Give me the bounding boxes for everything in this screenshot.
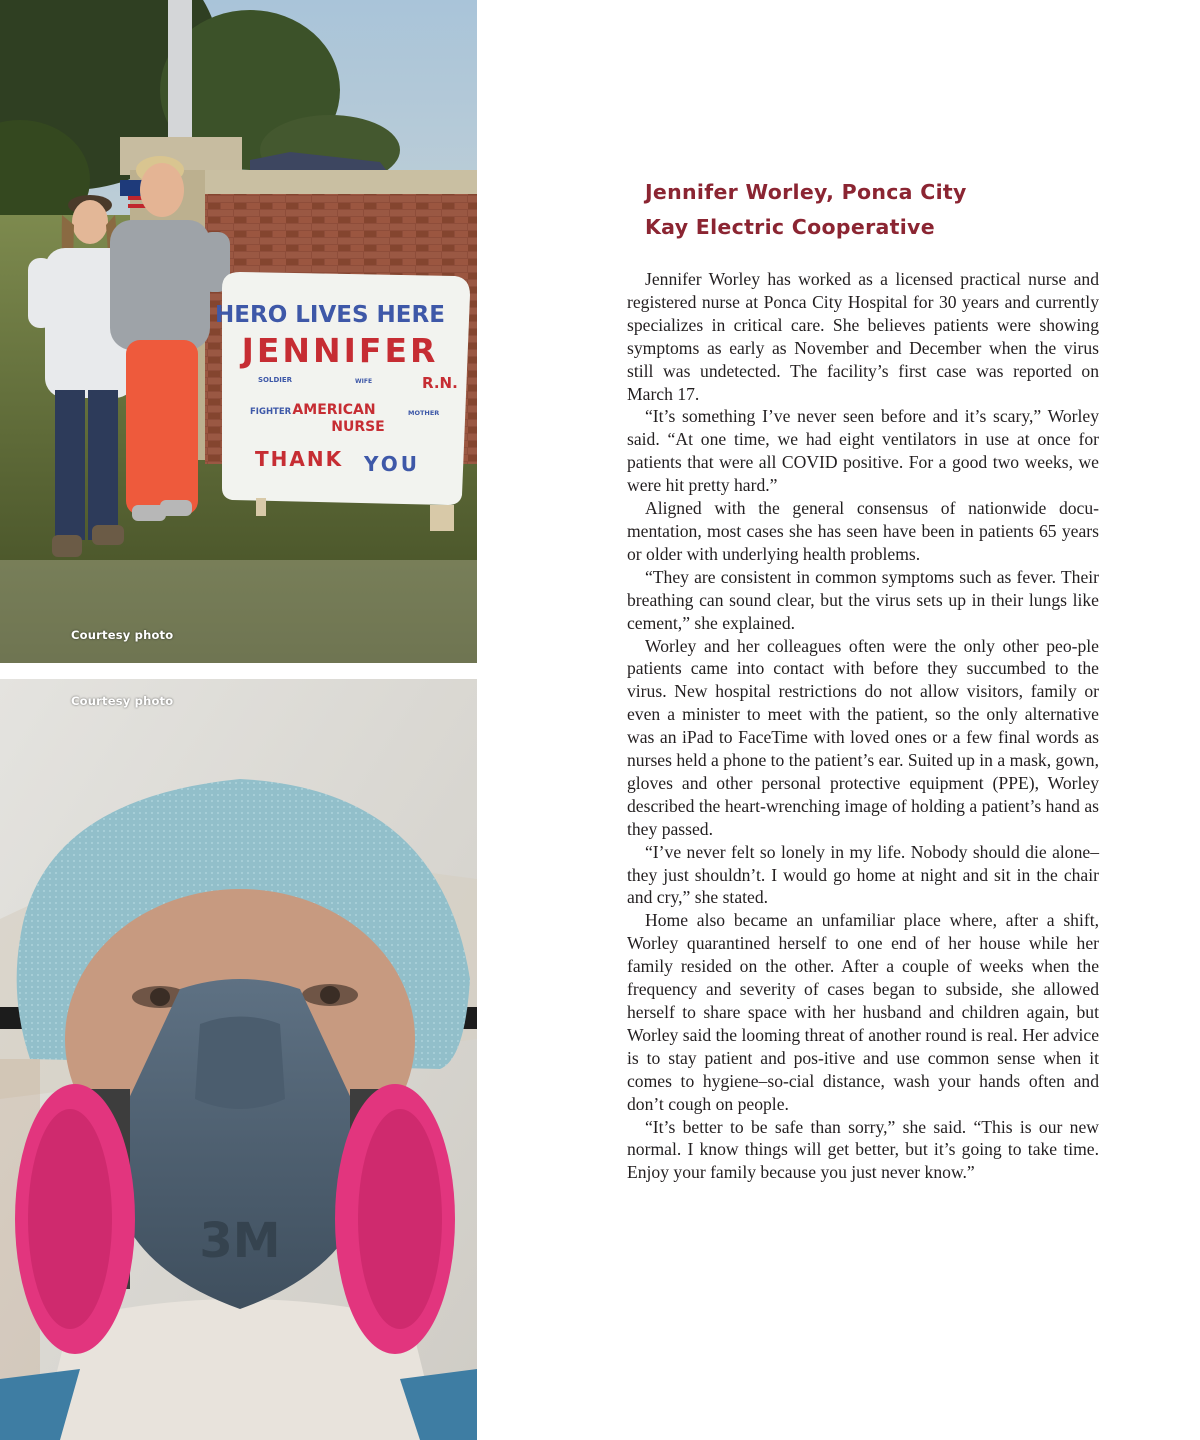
sign-word-mother: MOTHER — [408, 409, 440, 417]
paragraph: “It’s something I’ve never seen before and it’s scary,” Worley said. “At one time, we had eight ventilators in use at once for patients that were all COVID positive. For a good two weeks, we were hit pretty hard.” — [627, 406, 1099, 496]
right-filter — [335, 1084, 455, 1354]
sign-word-american: AMERICAN — [292, 402, 376, 418]
article-body — [627, 268, 1099, 1184]
paragraph: “I’ve never felt so lonely in my life. Nobody should die alone–they just shouldn’t. I would go home at night and sit in the chair and cry,” she stated. — [627, 841, 1099, 908]
paragraph: “It’s better to be safe than sorry,” she said. “This is our new normal. I know things will get better, but it’s going to take time. Enjoy your family because you just never know.” — [627, 1116, 1099, 1183]
wall-cap — [205, 170, 477, 196]
hero-sign — [215, 272, 470, 531]
flagpole — [168, 0, 192, 140]
photo-credit: Courtesy photo — [71, 694, 174, 708]
sign-name: JENNIFER — [241, 331, 439, 370]
photo-credit: Courtesy photo — [71, 628, 174, 642]
headline-name: Jennifer Worley, Ponca City — [645, 180, 967, 204]
article-headline — [645, 175, 1105, 245]
photo-nurse-with-sign — [0, 0, 477, 663]
paragraph: Aligned with the general consensus of nationwide docu-mentation, most cases she has seen have been in patients 65 years or older with underlying health problems. — [627, 498, 1099, 564]
sign-word-rn: R.N. — [422, 374, 458, 392]
mask-brand: 3M — [199, 1213, 281, 1269]
paragraph: Jennifer Worley has worked as a licensed practical nurse and registered nurse at Ponca City Hospital for 30 years and currently specializes in critical care. She believes patients were showing symptoms as early as November and December when the virus still was undetected. The facility’s first case was reported on March 17. — [627, 269, 1099, 404]
photo-nurse-respirator — [0, 679, 477, 1440]
paragraph: Home also became an unfamiliar place where, after a shift, Worley quarantined herself to one end of her house while her family resided on the other. After a couple of weeks when the frequency and severity of cases began to subside, she allowed herself to share space with her husband and children again, but Worley said the looming threat of another round is real. Her advice is to stay patient and pos-itive and use common sense when it comes to hygiene–so-cial distance, wash your hands often and don’t cough on people. — [627, 910, 1099, 1114]
headline-cooperative: Kay Electric Cooperative — [645, 215, 935, 239]
sign-line1: HERO LIVES HERE — [215, 302, 445, 328]
sign-word-thank: THANK — [255, 447, 344, 471]
left-filter — [15, 1084, 135, 1354]
sign-word-fighter: FIGHTER — [250, 407, 292, 417]
paragraph: Worley and her colleagues often were the only other peo-ple patients came into contact with before they succumbed to the virus. New hospital restrictions do not allow visitors, family or even a minister to meet with the patient, so the only alternative was an iPad to FaceTime with loved ones or a few final words as nurses held a phone to the patient’s ear. Suited up in a mask, gown, gloves and other personal protective equipment (PPE), Worley described the heart-wrenching image of holding a patient’s hand as they passed. — [627, 635, 1100, 839]
sign-word-nurse: NURSE — [331, 419, 385, 435]
sign-word-you: YOU — [364, 452, 421, 476]
sign-word-soldier: SOLDIER — [258, 376, 293, 384]
paragraph: “They are consistent in common symptoms such as fever. Their breathing can sound clear, but the virus sets up in their lungs like cement,” she explained. — [627, 566, 1099, 633]
sign-word-wife: WIFE — [355, 378, 373, 385]
